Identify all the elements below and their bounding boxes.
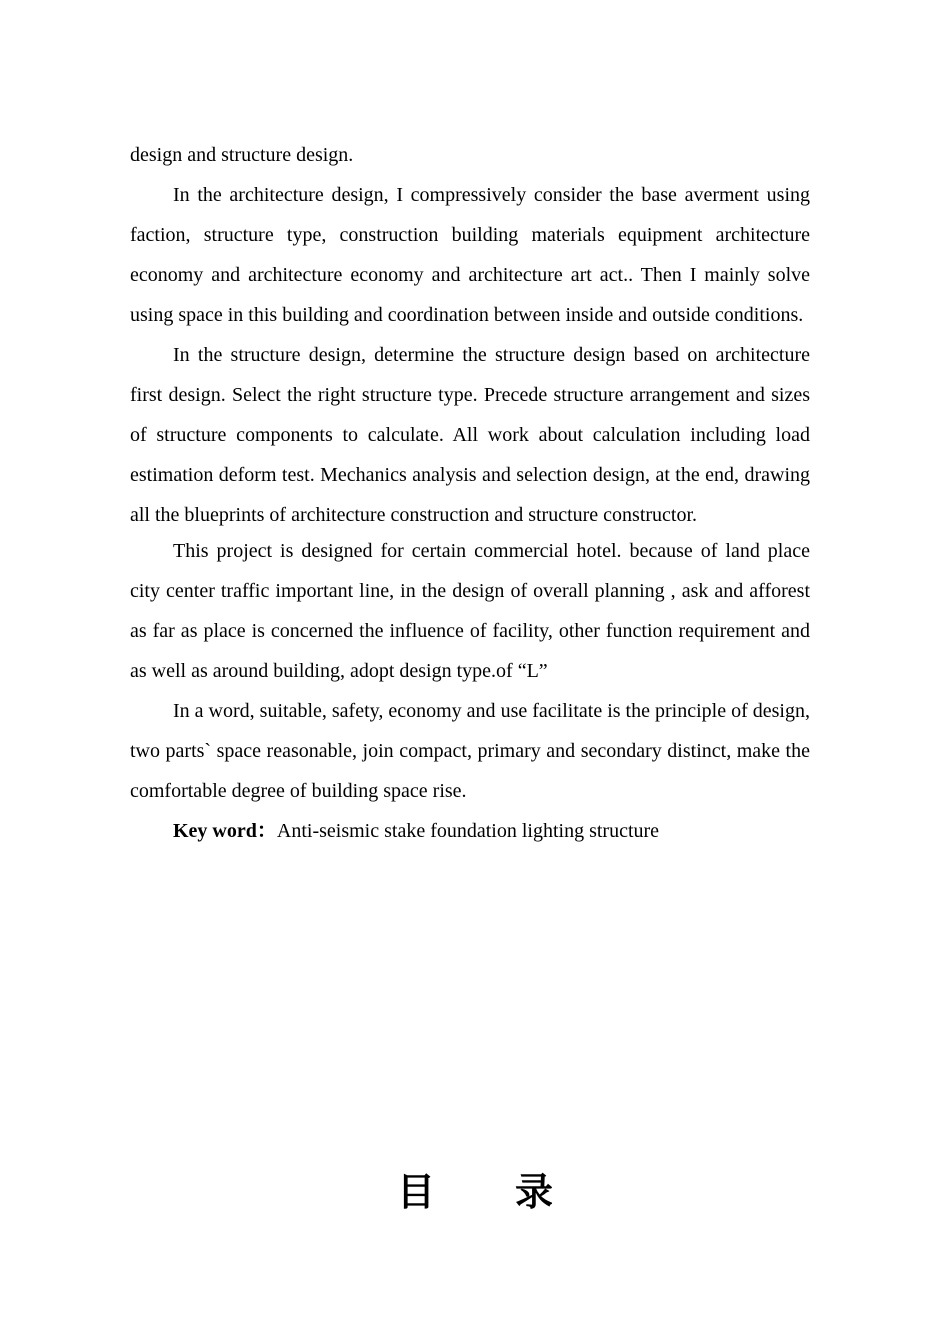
toc-heading xyxy=(0,1162,950,1222)
paragraph-architecture-design: In the architecture design, I compressively consider the base averment using faction, structure type, construction building materials equipment architecture economy and architecture economy and architecture art act.. Then I mainly solve using space in this building and coordination between inside and outside conditions. xyxy=(130,184,810,326)
abstract-body xyxy=(130,135,810,851)
keywords-line xyxy=(130,811,810,851)
toc-heading-char-2: 录 xyxy=(515,1170,554,1214)
paragraph-conclusion: In a word, suitable, safety, economy and use facilitate is the principle of design, two parts` space reasonable, join compact, primary and secondary distinct, make the comfortable degree of building space rise. xyxy=(130,700,810,802)
paragraph-continuation: design and structure design. xyxy=(130,144,354,166)
keywords-value: Anti-seismic stake foundation lighting structure xyxy=(276,820,660,842)
paragraph-structure-design: In the structure design, determine the structure design based on architecture first design. Select the right structure type. Precede structure arrangement and sizes of structure components to calculate. All work about calculation including load estimation deform test. Mechanics analysis and selection design, at the end, drawing all the blueprints of architecture construction and structure constructor. xyxy=(130,344,810,526)
toc-heading-char-1: 目 xyxy=(396,1170,435,1214)
paragraph-project: This project is designed for certain commercial hotel. because of land place city center traffic important line, in the design of overall planning , ask and afforest as far as place is concerned the influence of facility, other function requirement and as well as around building, adopt design type.of “L” xyxy=(130,540,810,682)
keywords-label: Key word： xyxy=(173,820,277,842)
